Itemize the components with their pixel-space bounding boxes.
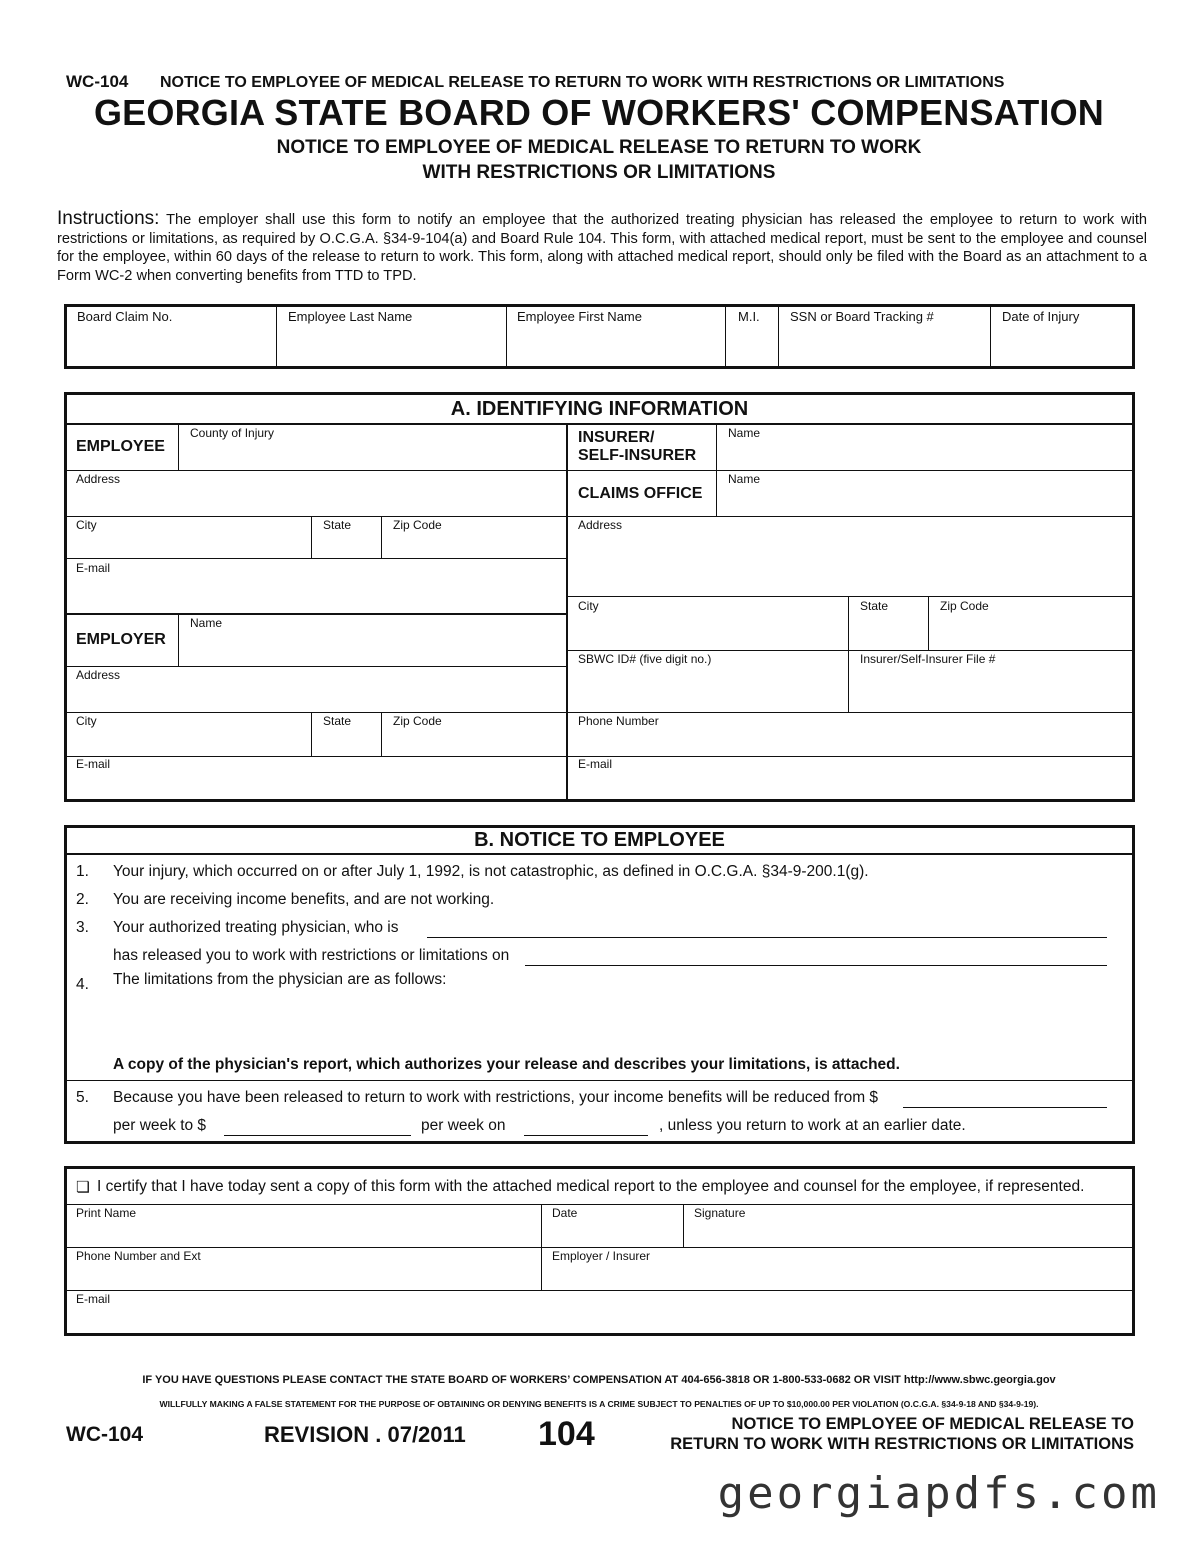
certify-checkbox[interactable]: ❏ [76, 1179, 90, 1196]
release-date-line[interactable] [525, 965, 1107, 966]
benefit-to-line[interactable] [224, 1135, 411, 1136]
employer-zip-field[interactable]: Zip Code [393, 714, 442, 728]
insurer-state-field[interactable]: State [860, 599, 889, 613]
mi-field[interactable]: M.I. [738, 309, 760, 324]
item-1-num: 1. [76, 863, 89, 880]
item-2-text: You are receiving income benefits, and are not working. [113, 891, 495, 908]
instructions-lead: Instructions: [57, 208, 160, 229]
insurer-city-field[interactable]: City [578, 599, 599, 613]
certify-text: I certify that I have today sent a copy of this form with the attached medical report to the employee and counsel for the employee, if represented. [97, 1178, 1085, 1195]
copy-note: A copy of the physician's report, which authorizes your release and describes your limitations, is attached. [113, 1056, 900, 1073]
board-title: GEORGIA STATE BOARD OF WORKERS' COMPENSATION [93, 92, 1105, 133]
section-a-title: A. IDENTIFYING INFORMATION [450, 398, 749, 420]
form-code: WC-104 [66, 72, 129, 91]
benefit-date-line[interactable] [524, 1135, 648, 1136]
physician-name-line[interactable] [427, 937, 1107, 938]
phone-ext-field[interactable]: Phone Number and Ext [76, 1249, 201, 1263]
sbwc-id-field[interactable]: SBWC ID# (five digit no.) [578, 652, 712, 666]
item-4-text: The limitations from the physician are as follows: [113, 971, 447, 988]
footer-form-code: WC-104 [66, 1423, 144, 1446]
employer-email-field[interactable]: E-mail [76, 757, 111, 771]
insurer-phone-field[interactable]: Phone Number [578, 714, 659, 728]
item-5-num: 5. [76, 1089, 89, 1106]
unless-text: , unless you return to work at an earlier date. [659, 1117, 966, 1134]
footer-title-line2: RETURN TO WORK WITH RESTRICTIONS OR LIMITATIONS [670, 1435, 1134, 1453]
per-week-to-label: per week to $ [113, 1117, 207, 1134]
item-3b-text: has released you to work with restrictions or limitations on [113, 947, 510, 964]
footer-title-line1: NOTICE TO EMPLOYEE OF MEDICAL RELEASE TO [731, 1415, 1134, 1433]
employer-state-field[interactable]: State [323, 714, 352, 728]
footer-contact: IF YOU HAVE QUESTIONS PLEASE CONTACT THE STATE BOARD OF WORKERS’ COMPENSATION AT 404-656-3818 OR 1-800-533-0682 OR VISIT http://www.sbwc.georgia.gov [142, 1374, 1056, 1386]
insurer-email-field[interactable]: E-mail [578, 757, 613, 771]
item-1-text: Your injury, which occurred on or after July 1, 1992, is not catastrophic, as defined in O.C.G.A. §34-9-200.1(g). [113, 863, 869, 880]
date-field[interactable]: Date [552, 1206, 578, 1220]
footer-revision: REVISION . 07/2011 [264, 1422, 466, 1447]
employer-insurer-field[interactable]: Employer / Insurer [552, 1249, 651, 1263]
insurer-name-field[interactable]: Name [728, 426, 761, 440]
certify-email-field[interactable]: E-mail [76, 1292, 111, 1306]
employer-address-field[interactable]: Address [76, 668, 121, 682]
instructions-text: The employer shall use this form to notify an employee that the authorized treating physician has released the employee to return to work with restrictions or limitations, as required by O.C.G.A. §34-9-104(a) and Board Rule 104. This form, with attached medical report, must be sent to the employee and counsel for the employee, within 60 days of the release to return to work. This form, along with attached medical report, should only be filed with the Board as an attachment to a Form WC-2 when converting benefits from TTD to TPD. [57, 212, 1147, 284]
employee-address-field[interactable]: Address [76, 472, 121, 486]
item-3-num: 3. [76, 919, 89, 936]
instructions [57, 210, 1147, 285]
item-4-num: 4. [76, 976, 89, 993]
claims-office-heading: CLAIMS OFFICE [578, 485, 703, 502]
employer-name-field[interactable]: Name [190, 616, 223, 630]
footer-number: 104 [538, 1415, 595, 1453]
ssn-field[interactable]: SSN or Board Tracking # [790, 309, 934, 324]
watermark: georgiapdfs.com [717, 1468, 1160, 1519]
employer-heading: EMPLOYER [76, 631, 166, 648]
insurer-file-field[interactable]: Insurer/Self-Insurer File # [860, 652, 996, 666]
item-5-text: Because you have been released to return to work with restrictions, your income benefits will be reduced from $ [113, 1089, 879, 1106]
top-title: NOTICE TO EMPLOYEE OF MEDICAL RELEASE TO RETURN TO WORK WITH RESTRICTIONS OR LIMITATIONS [160, 74, 1005, 91]
employee-last-name-field[interactable]: Employee Last Name [288, 309, 413, 324]
item-2-num: 2. [76, 891, 89, 908]
subtitle-line1: NOTICE TO EMPLOYEE OF MEDICAL RELEASE TO RETURN TO WORK [276, 137, 922, 158]
print-name-field[interactable]: Print Name [76, 1206, 137, 1220]
employee-first-name-field[interactable]: Employee First Name [517, 309, 642, 324]
section-b-title: B. NOTICE TO EMPLOYEE [474, 829, 725, 851]
item-3-text: Your authorized treating physician, who is [113, 919, 399, 936]
county-of-injury-field[interactable]: County of Injury [190, 426, 275, 440]
employee-email-field[interactable]: E-mail [76, 561, 111, 575]
insurer-address-field[interactable]: Address [578, 518, 623, 532]
employee-zip-field[interactable]: Zip Code [393, 518, 442, 532]
employee-heading: EMPLOYEE [76, 438, 165, 455]
claims-office-name-field[interactable]: Name [728, 472, 761, 486]
date-of-injury-field[interactable]: Date of Injury [1002, 309, 1080, 324]
signature-field[interactable]: Signature [694, 1206, 746, 1220]
subtitle-line2: WITH RESTRICTIONS OR LIMITATIONS [422, 162, 776, 183]
benefit-from-line[interactable] [903, 1107, 1107, 1108]
footer-warning: WILLFULLY MAKING A FALSE STATEMENT FOR THE PURPOSE OF OBTAINING OR DENYING BENEFITS IS A CRIME SUBJECT TO PENALTIES OF UP TO $10,000.00 PER VIOLATION (O.C.G.A. §34-9-18 AND §34-9-19). [159, 1399, 1039, 1409]
per-week-on-label: per week on [421, 1117, 506, 1134]
employee-state-field[interactable]: State [323, 518, 352, 532]
employee-city-field[interactable]: City [76, 518, 97, 532]
insurer-zip-field[interactable]: Zip Code [940, 599, 989, 613]
insurer-heading-line1: INSURER/ [578, 429, 655, 446]
employer-city-field[interactable]: City [76, 714, 97, 728]
insurer-heading-line2: SELF-INSURER [578, 447, 697, 464]
board-claim-field[interactable]: Board Claim No. [77, 309, 173, 324]
